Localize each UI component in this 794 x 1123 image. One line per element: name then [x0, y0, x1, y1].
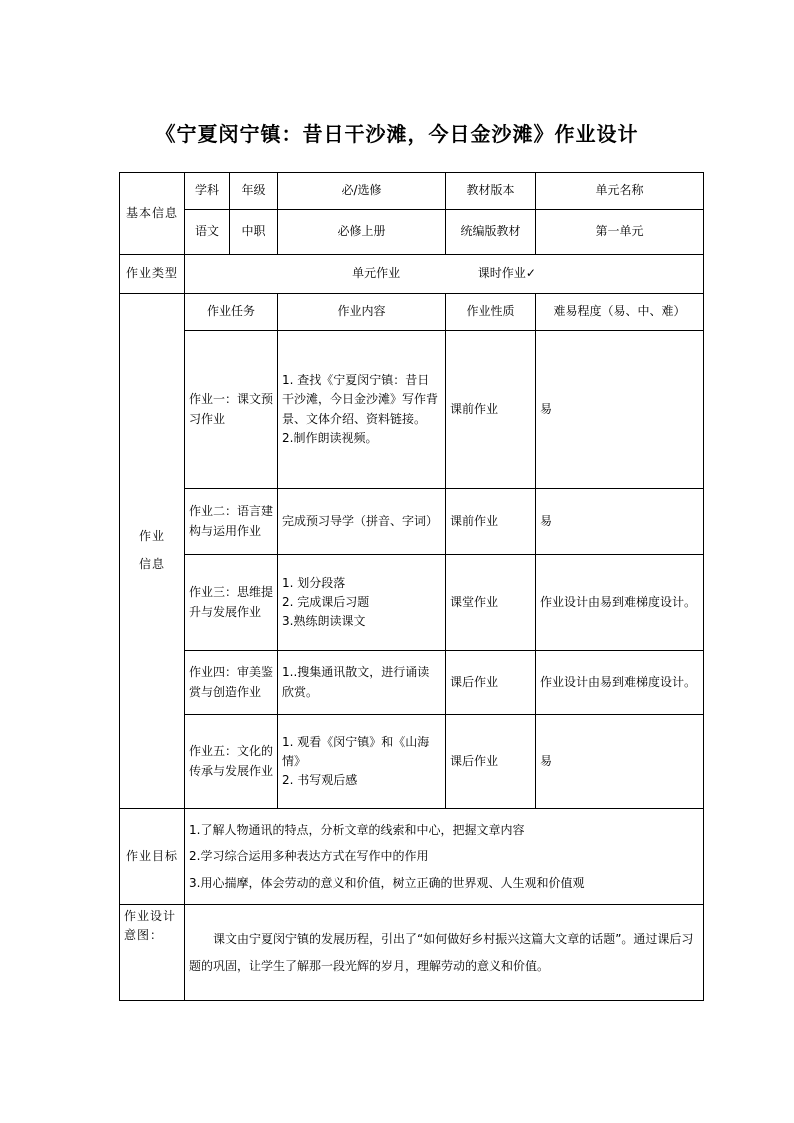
design-intent-text: 课文由宁夏闵宁镇的发展历程，引出了“如何做好乡村振兴这篇大文章的话题”。通过课后习题的巩固，让学生了解那一段光辉的岁月，理解劳动的意义和价值。: [185, 905, 704, 1001]
value-unit-name: 第一单元: [536, 210, 704, 255]
difficulty-cell: 易: [536, 489, 704, 555]
table-row: [120, 555, 704, 651]
assignment-info-label: 作业信息: [120, 294, 185, 809]
header-subject: 学科: [185, 173, 230, 210]
header-nature: 作业性质: [446, 294, 536, 331]
value-textbook-edition: 统编版教材: [446, 210, 536, 255]
nature-cell: 课堂作业: [446, 555, 536, 651]
lesson-assignment-option: 课时作业: [477, 266, 526, 281]
task-cell: 作业四：审美鉴赏与创造作业: [185, 651, 278, 715]
value-subject: 语文: [185, 210, 230, 255]
goals-label: 作业目标: [120, 809, 185, 905]
nature-cell: 课后作业: [446, 715, 536, 809]
content-cell: 1. 查找《宁夏闵宁镇：昔日干沙滩，今日金沙滩》写作背景、文体介绍、资料链接。 2.制作朗读视频。: [278, 331, 446, 489]
assignment-type-value: [185, 255, 704, 294]
goal-item: 3.用心揣摩，体会劳动的意义和价值，树立正确的世界观、人生观和价值观: [189, 875, 585, 890]
header-content: 作业内容: [278, 294, 446, 331]
header-required-elective: 必/选修: [278, 173, 446, 210]
content-cell: 完成预习导学（拼音、字词）: [278, 489, 446, 555]
header-textbook-edition: 教材版本: [446, 173, 536, 210]
goal-item: 1.了解人物通讯的特点，分析文章的线索和中心，把握文章内容: [189, 822, 525, 837]
header-grade: 年级: [230, 173, 278, 210]
nature-cell: 课后作业: [446, 651, 536, 715]
unit-assignment-option: 单元作业: [352, 266, 401, 281]
checkmark-icon: ✓: [525, 266, 536, 281]
table-row: [120, 331, 704, 489]
task-cell: 作业五：文化的传承与发展作业: [185, 715, 278, 809]
content-cell: 1. 观看《闵宁镇》和《山海情》 2. 书写观后感: [278, 715, 446, 809]
header-difficulty: 难易程度（易、中、难）: [536, 294, 704, 331]
design-intent-label: 作业设计意图：: [120, 905, 185, 1001]
assignment-type-label: 作业类型: [120, 255, 185, 294]
table-row: [120, 715, 704, 809]
page-title: 《宁夏闵宁镇：昔日干沙滩，今日金沙滩》作业设计: [155, 122, 639, 146]
header-task: 作业任务: [185, 294, 278, 331]
nature-cell: 课前作业: [446, 489, 536, 555]
basic-info-label: 基本信息: [120, 173, 185, 255]
difficulty-cell: 作业设计由易到难梯度设计。: [536, 555, 704, 651]
difficulty-cell: 易: [536, 331, 704, 489]
task-cell: 作业三：思维提升与发展作业: [185, 555, 278, 651]
goal-item: 2.学习综合运用多种表达方式在写作中的作用: [189, 849, 429, 864]
table-row: [120, 651, 704, 715]
task-cell: 作业一：课文预习作业: [185, 331, 278, 489]
difficulty-cell: 作业设计由易到难梯度设计。: [536, 651, 704, 715]
task-cell: 作业二：语言建构与运用作业: [185, 489, 278, 555]
value-required-elective: 必修上册: [278, 210, 446, 255]
content-cell: 1..搜集通讯散文，进行诵读欣赏。: [278, 651, 446, 715]
table-row: [120, 489, 704, 555]
nature-cell: 课前作业: [446, 331, 536, 489]
content-cell: 1. 划分段落 2. 完成课后习题 3.熟练朗读课文: [278, 555, 446, 651]
difficulty-cell: 易: [536, 715, 704, 809]
goals-list: [185, 809, 704, 905]
header-unit-name: 单元名称: [536, 173, 704, 210]
assignment-design-table: [119, 172, 704, 1001]
value-grade: 中职: [230, 210, 278, 255]
